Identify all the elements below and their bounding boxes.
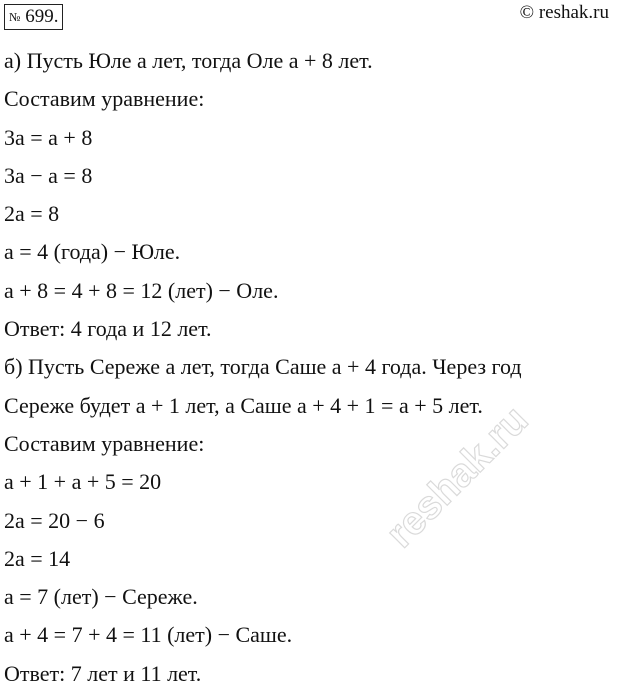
text-line: б) Пусть Сереже a лет, тогда Саше a + 4 года. Через год [4, 354, 522, 380]
answer-line: Ответ: 7 лет и 11 лет. [4, 660, 202, 686]
equation-line: a + 4 = 7 + 4 = 11 (лет) − Саше. [4, 622, 293, 648]
header [0, 0, 617, 36]
text-line: а) Пусть Юле a лет, тогда Оле a + 8 лет. [4, 48, 373, 73]
answer-line: Ответ: 4 года и 12 лет. [4, 316, 212, 342]
equation-line: a + 1 + a + 5 = 20 [4, 469, 162, 495]
problem-number [4, 4, 63, 30]
problem-number-value: 699. [25, 6, 59, 27]
equation-line: a + 8 = 4 + 8 = 12 (лет) − Оле. [4, 277, 279, 303]
equation-line: a = 7 (лет) − Сереже. [4, 584, 198, 610]
equation-line: 3a = a + 8 [4, 124, 93, 150]
solution-text [4, 42, 614, 693]
site-credit: © reshak.ru [519, 2, 609, 23]
text-line: Сереже будет a + 1 лет, а Саше a + 4 + 1 = a + 5 лет. [4, 392, 483, 418]
equation-line: a = 4 (года) − Юле. [4, 239, 181, 265]
number-sign: № [9, 10, 21, 24]
watermark: reshak.ru [378, 397, 537, 557]
equation-line: 2a = 8 [4, 201, 60, 227]
equation-line: 2a = 14 [4, 545, 71, 571]
equation-line: 2a = 20 − 6 [4, 507, 105, 533]
text-line: Составим уравнение: [4, 86, 205, 112]
equation-line: 3a − a = 8 [4, 162, 93, 188]
text-line: Составим уравнение: [4, 430, 205, 456]
